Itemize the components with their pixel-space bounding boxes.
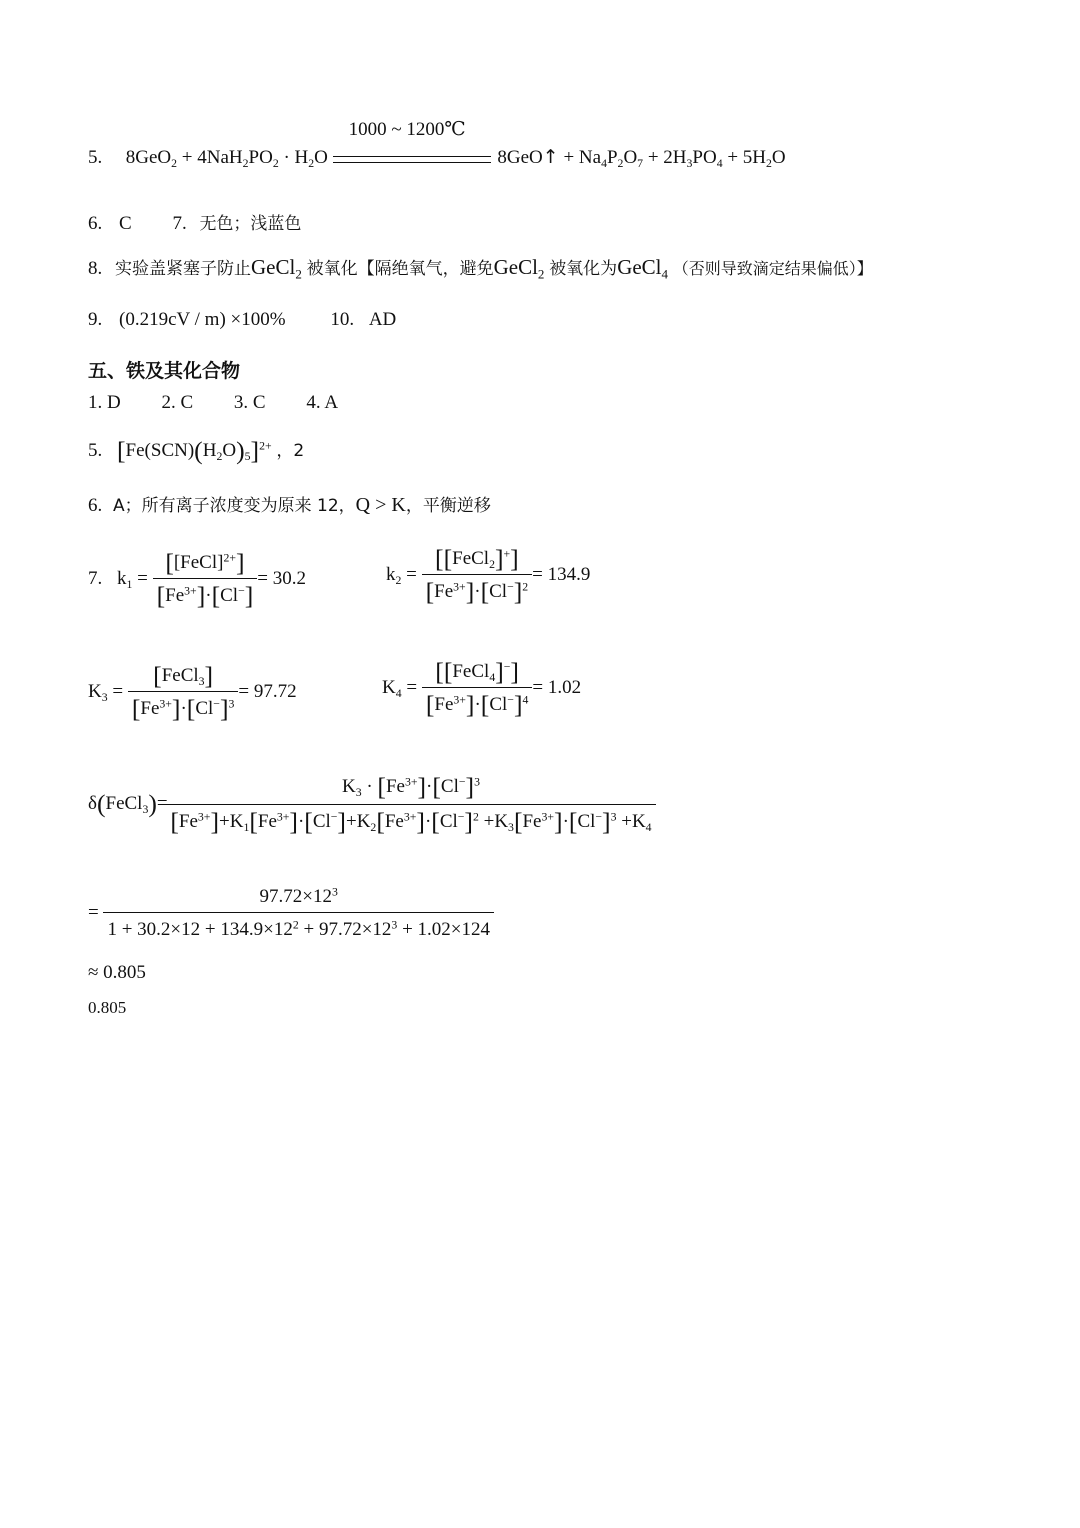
q9-q10-line [88, 309, 396, 331]
q10-answer: AD [368, 309, 397, 330]
k2-expression: $k_2$ = $\frac{[[FeCl_2]^+]}{[Fe^{3+}]\cdot[Cl^-]^2}$ = 134.9 [386, 544, 591, 607]
q8-number: 8. [88, 258, 103, 279]
k4-fraction: $\frac{[[FeCl_4]^-]}{[Fe^{3+}]\cdot[Cl^-]^4}$ [422, 661, 533, 716]
mc-item: 3. C [233, 392, 266, 413]
s6-line: 6. A；所有离子浓度变为原来 12，Q > K，平衡逆移 [88, 494, 491, 516]
s6-number: 6. [88, 495, 103, 516]
q5-lhs: $8GeO_2 + 4NaH_2PO_2 \cdot H_2O$ [125, 147, 328, 171]
k2-fraction: $\frac{[[FeCl_2]^+]}{[Fe^{3+}]\cdot[Cl^-]^2}$ [422, 548, 533, 603]
complex-ion: $[Fe(SCN)(H_2O)_5]^{2+}$ [117, 436, 272, 466]
q9-answer: (0.219cV / m) ×100% [119, 309, 286, 330]
q9-number: 9. [88, 309, 103, 330]
q7-number: 7. [172, 213, 187, 234]
k1-fraction: $\frac{[[FeCl]^{2+}]}{[Fe^{3+}]\cdot[Cl^-]}$ [153, 552, 258, 607]
gas-arrow: ↑ [542, 146, 559, 168]
mc-item: 1. D [88, 392, 121, 413]
mc-item: 2. C [161, 392, 194, 413]
k3-expression: $K_3$ = $\frac{[FeCl_3]}{[Fe^{3+}]\cdot[Cl^-]^3}$ = 97.72 [88, 661, 297, 724]
calc-fraction: $\frac{97.72\times 12^3}{1 + 30.2\times 12 + 134.9\times 12^2 + 97.72\times 12^3 + 1.02\times 124}$ [103, 886, 494, 941]
delta-fraction: $\frac{K_3 \cdot [Fe^{3+}]\cdot[Cl^-]^3}{[Fe^{3+}]+K_1[Fe^{3+}]\cdot[Cl^-]+K_2[Fe^{3+}]\cdot[Cl^-]^2 +K_3[Fe^{3+}]\cdot[Cl^-]^3 +K_4}$ [166, 776, 655, 833]
calc-expression: = $\frac{97.72\times 12^3}{1 + 30.2\times 12 + 134.9\times 12^2 + 97.72\times 12^3 + 1.02\times 124}$ [88, 886, 494, 941]
k4-expression: $K_4$ = $\frac{[[FeCl_4]^-]}{[Fe^{3+}]\cdot[Cl^-]^4}$ = 1.02 [382, 657, 582, 720]
gecl4-formula: GeCl$_4$ [617, 255, 669, 282]
approx-result: ≈ 0.805 [88, 962, 146, 983]
s5-line: 5. $[Fe(SCN)(H_2O)_5]^{2+}$ ，2 [88, 436, 305, 466]
gecl2-formula: GeCl$_2$ [493, 255, 545, 282]
k1-expression: 7. $k_1$ = $\frac{[[FeCl]^{2+}]}{[Fe^{3+}]\cdot[Cl^-]}$ = 30.2 [88, 548, 306, 611]
section-title: 五、铁及其化合物 [88, 360, 241, 382]
q5-rhs: 8GeO↑ + $Na_4P_2O_7 + 2H_3PO_4 + 5H_2O$ [497, 146, 786, 171]
q6-number: 6. [88, 213, 103, 234]
final-answer: 0.805 [88, 998, 127, 1017]
q6-answer: C [119, 213, 132, 234]
q7-answer: 无色；浅蓝色 [199, 214, 302, 234]
q-greater-k: Q > K [355, 494, 406, 516]
s7-number: 7. [88, 567, 103, 589]
q8-line: 8. 实验盖紧塞子防止GeCl$_2$ 被氧化【隔绝氧气，避免GeCl$_2$ 被氧化为GeCl$_4$ （否则导致滴定结果偏低）】 [88, 255, 873, 282]
delta-expression [88, 772, 656, 837]
reaction-condition: 1000 ~ 1200℃ [348, 118, 466, 140]
reaction-equals-sign [333, 118, 493, 170]
gecl2-formula: GeCl$_2$ [251, 255, 302, 282]
delta-label: δ(FeCl$_3$)= [88, 788, 168, 818]
q10-number: 10. [330, 309, 355, 330]
q5-line [88, 118, 786, 171]
mc-item: 4. A [306, 392, 339, 413]
k3-fraction: $\frac{[FeCl_3]}{[Fe^{3+}]\cdot[Cl^-]^3}$ [128, 665, 239, 720]
s5-number: 5. [88, 440, 103, 461]
q6-q7-line [88, 209, 301, 235]
q5-number: 5. [88, 147, 103, 168]
mc-answers [88, 392, 338, 414]
